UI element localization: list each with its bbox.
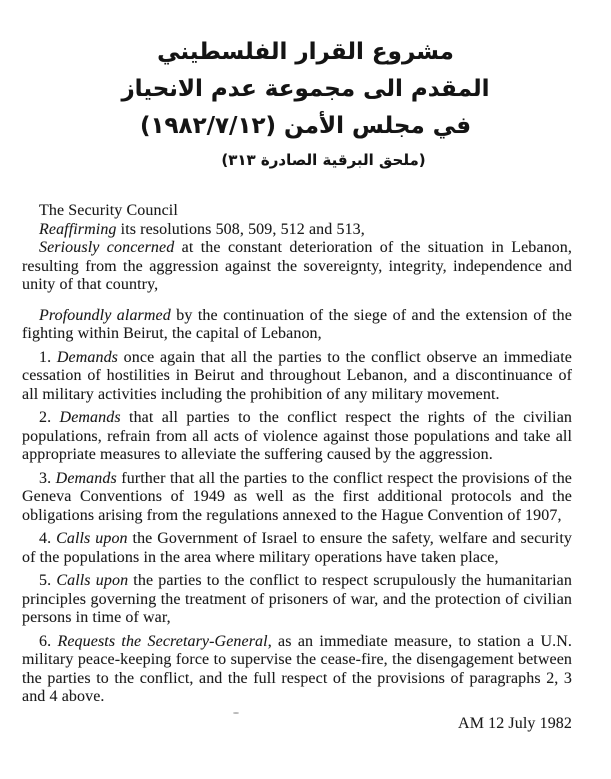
arabic-title-line-1: مشروع القرار الفلسطيني [157,39,454,65]
paragraph-lead: Demands [56,348,119,366]
paragraph-text: the parties to the conflict to respect scrupulously the humanitarian principles governing the treatment of prisoners of war, and the protection of civilian persons in time of war, [22,572,572,626]
paragraph-number: 5. [39,572,57,589]
arabic-telegram-annex-note: (ملحق البرقية الصادرة ٣١٣) [221,151,426,169]
arabic-header [0,0,611,175]
paragraph-lead: Demands [55,469,117,487]
paragraph-text: The Security Council [39,202,178,219]
arabic-title-line-2: المقدم الى مجموعة عدم الانحياز [121,76,490,102]
paragraph-lead: Seriously concerned [39,239,175,256]
operative-paragraph-2 [22,409,572,465]
paragraph-text: the Government of Israel to ensure the safety, welfare and security of the populations in the area where military operations have taken place, [22,530,572,566]
paragraph-number: 1. [39,348,57,366]
operative-paragraph-6 [22,633,572,707]
operative-paragraph-4 [22,530,572,567]
paragraph-lead: Profoundly alarmed [39,306,171,324]
paragraph-text: at the constant deterioration of the situation in Lebanon, resulting from the aggression against the sovereignty, integrity, independence and unity of that country, [22,239,572,293]
paragraph-lead: Requests the Secretary-General [57,632,268,650]
paragraph-number: 4. [39,530,57,547]
paragraph-text: once again that all the parties to the conflict observe an immediate cessation of hostilities in Beirut and throughout Lebanon, and a discontinuance of all military activities including the prohibition of any military movement. [22,348,572,403]
preamble-security-council [22,202,572,221]
paragraph-text: that all parties to the conflict respect the rights of the civilian populations, refrain from all acts of violence against those populations and take all appropriate measures to alleviate the suffering caused by the aggression. [22,409,572,463]
date-stamp: AM 12 July 1982 [458,714,572,732]
paragraph-text: further that all the parties to the conflict respect the provisions of the Geneva Conventions of 1949 as well as the first additional protocols and the obligations arising from the regulations annexed to the Hague Convention of 1907, [22,469,572,524]
paragraph-lead: Calls upon [56,572,129,589]
operative-paragraph-1 [22,349,572,405]
paragraph-text: its resolutions 508, 509, 512 and 513, [116,220,365,238]
resolution-body [22,202,572,733]
arabic-title-line-3: في مجلس الأمن (١٩٨٢/٧/١٢) [139,113,472,139]
paragraph-number: 3. [39,469,56,487]
paragraph-lead: Calls upon [56,530,128,547]
paragraph-lead: Demands [59,409,121,426]
paragraph-number: 2. [39,409,60,426]
scan-speck [233,712,239,714]
operative-paragraph-3 [22,470,572,526]
preamble-profoundly-alarmed [22,307,572,344]
preamble-seriously-concerned [22,239,572,295]
preamble-reaffirming [22,221,572,240]
operative-paragraph-5 [22,572,572,628]
paragraph-text: , as an immediate measure, to station a U.N. military peace-keeping force to supervise the cease-fire, the disengagement between the parties to the conflict, and the full respect of the provisions of paragraphs 2, 3 and 4 above. [22,632,572,705]
paragraph-text: by the continuation of the siege of and the extension of the fighting within Beirut, the capital of Lebanon, [22,306,572,342]
paragraph-number: 6. [39,632,58,650]
paragraph-lead: Reaffirming [39,220,117,238]
